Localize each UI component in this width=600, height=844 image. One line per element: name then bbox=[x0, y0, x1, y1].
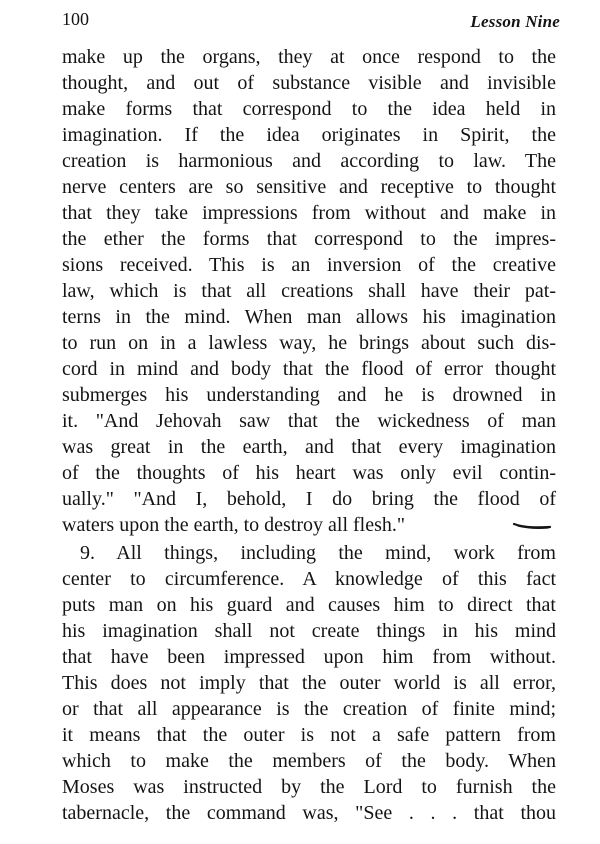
text-line: to run on in a lawless way, he brings about such dis- bbox=[62, 332, 556, 354]
text-line: imagination. If the idea originates in Spirit, the bbox=[62, 124, 556, 146]
text-line: 9. All things, including the mind, work from bbox=[80, 542, 556, 564]
text-line: the ether the forms that correspond to the impres- bbox=[62, 228, 556, 250]
text-line: sions received. This is an inversion of the creative bbox=[62, 254, 556, 276]
text-line: law, which is that all creations shall have their pat- bbox=[62, 280, 556, 302]
text-line: make up the organs, they at once respond to the bbox=[62, 46, 556, 68]
text-line: waters upon the earth, to destroy all flesh." bbox=[62, 514, 406, 536]
text-line: thought, and out of substance visible and invisible bbox=[62, 72, 556, 94]
text-line: of the thoughts of his heart was only evil contin- bbox=[62, 462, 556, 484]
page-number: 100 bbox=[62, 9, 89, 29]
text-line: which to make the members of the body. When bbox=[62, 750, 556, 772]
page-header bbox=[62, 8, 560, 32]
text-line: was great in the earth, and that every imagination bbox=[62, 436, 556, 458]
text-line: This does not imply that the outer world is all error, bbox=[62, 672, 556, 694]
text-line: his imagination shall not create things in his mind bbox=[62, 620, 556, 642]
body-text bbox=[62, 44, 556, 826]
text-line: center to circumference. A knowledge of this fact bbox=[62, 568, 556, 590]
text-line: cord in mind and body that the flood of error thought bbox=[62, 358, 556, 380]
text-line: or that all appearance is the creation of finite mind; bbox=[62, 698, 556, 720]
text-line: that have been impressed upon him from without. bbox=[62, 646, 556, 668]
text-line: Moses was instructed by the Lord to furnish the bbox=[62, 776, 556, 798]
text-line: it. "And Jehovah saw that the wickedness of man bbox=[62, 410, 556, 432]
pen-mark-icon bbox=[512, 518, 552, 532]
text-line: it means that the outer is not a safe pattern from bbox=[62, 724, 556, 746]
text-line: submerges his understanding and he is drowned in bbox=[62, 384, 556, 406]
text-line: creation is harmonious and according to law. The bbox=[62, 150, 556, 172]
running-head: Lesson Nine bbox=[470, 12, 560, 31]
text-line: tabernacle, the command was, "See . . . that thou bbox=[62, 802, 556, 824]
text-line: puts man on his guard and causes him to direct that bbox=[62, 594, 556, 616]
text-line: ually." "And I, behold, I do bring the flood of bbox=[62, 488, 556, 510]
last-line-row bbox=[62, 512, 556, 538]
text-line: that they take impressions from without and make in bbox=[62, 202, 556, 224]
text-line: nerve centers are so sensitive and receptive to thought bbox=[62, 176, 556, 198]
text-line: terns in the mind. When man allows his imagination bbox=[62, 306, 556, 328]
text-line: make forms that correspond to the idea held in bbox=[62, 98, 556, 120]
